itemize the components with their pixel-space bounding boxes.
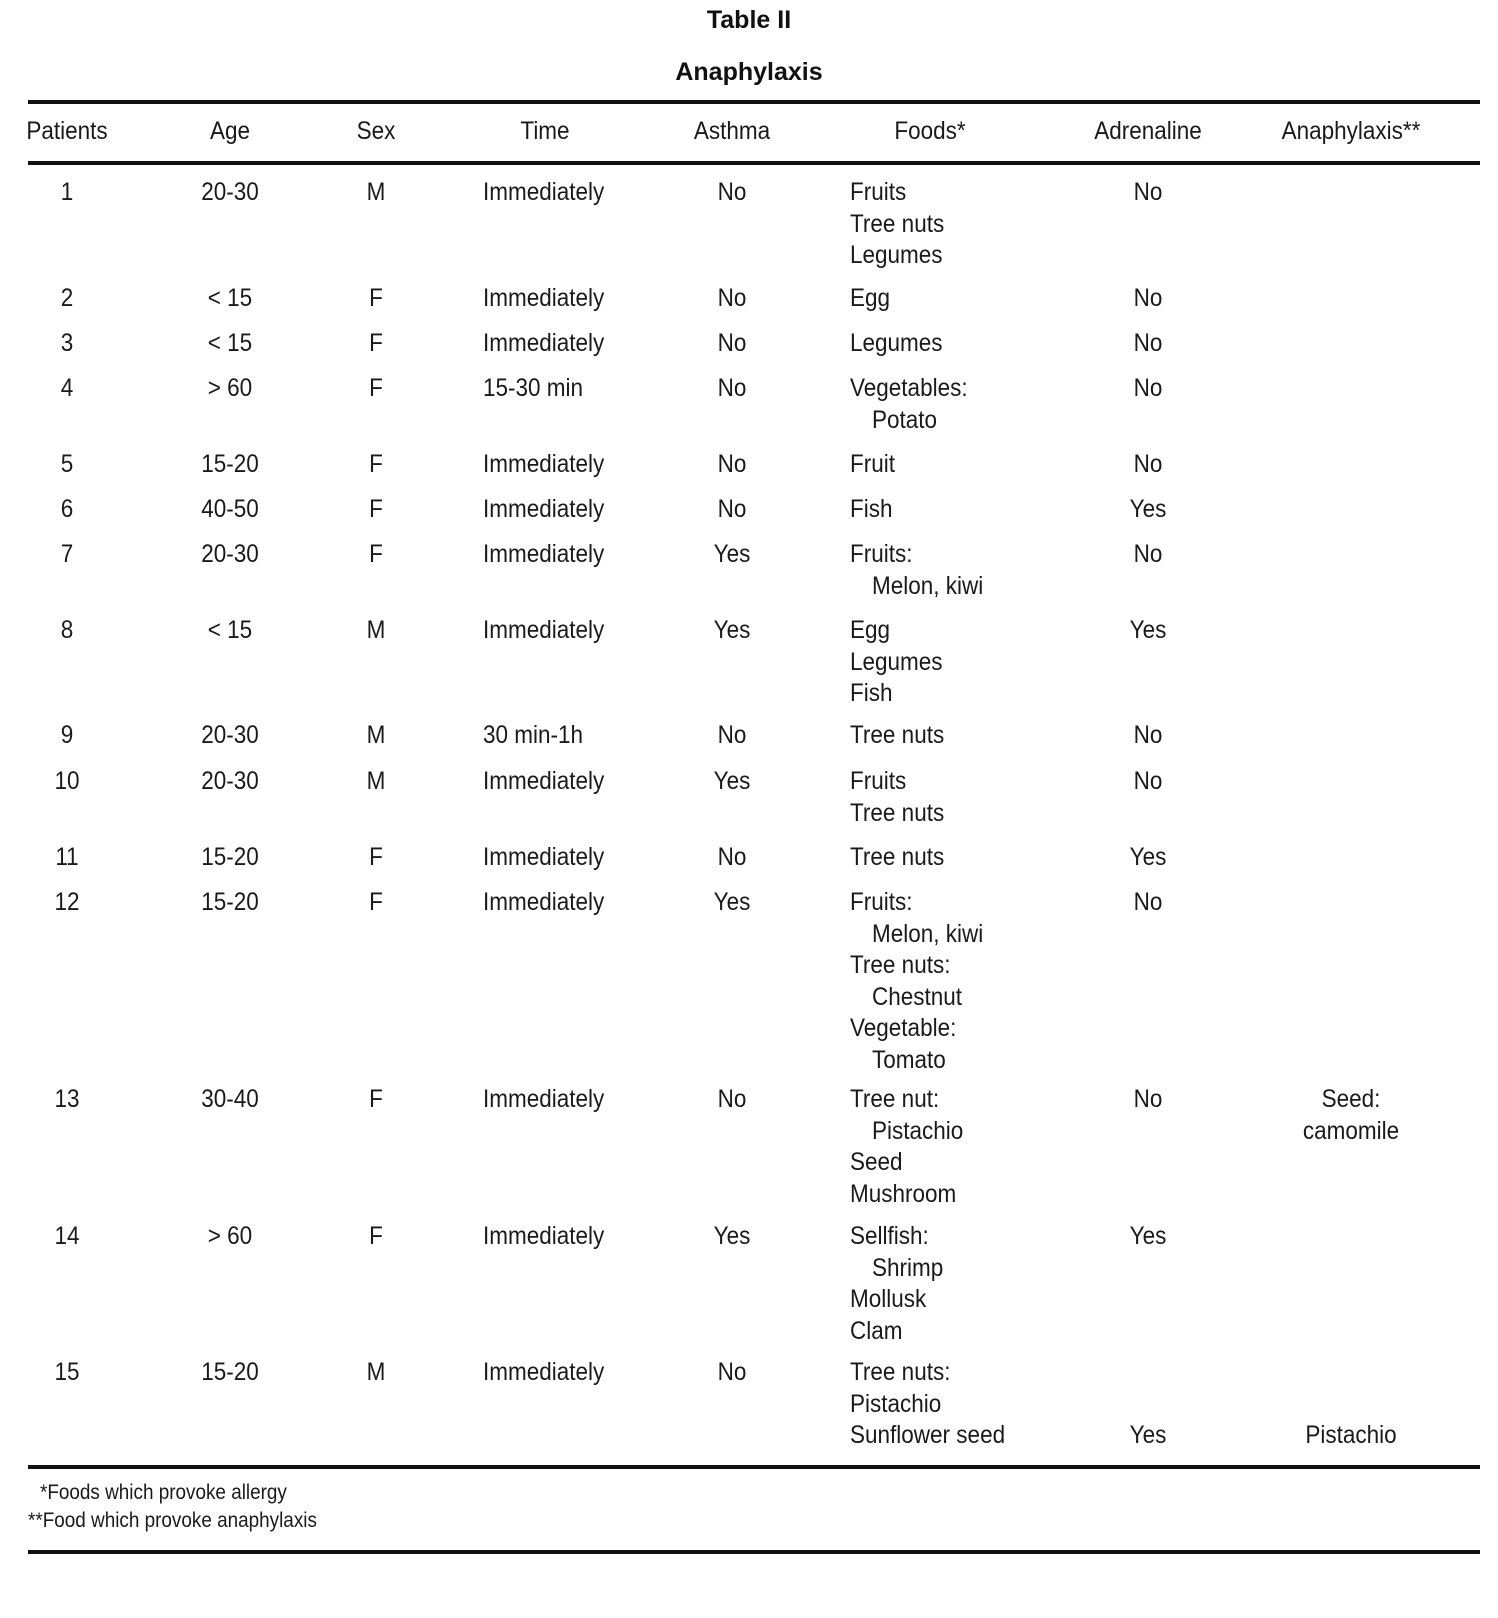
foods-line: Fruit — [850, 450, 895, 478]
sex-cell: F — [369, 495, 383, 523]
bottom-rule — [28, 1465, 1480, 1469]
asthma-cell: No — [717, 843, 747, 871]
patient-cell: 11 — [55, 843, 79, 871]
asthma-cell: No — [717, 284, 747, 312]
adrenaline-cell: No — [1133, 721, 1163, 749]
foods-line: Tree nuts — [850, 721, 945, 749]
asthma-cell: No — [717, 1085, 747, 1113]
header-time: Time — [520, 117, 570, 145]
sex-cell: F — [369, 329, 383, 357]
footnote-anaphylaxis: **Food which provoke anaphylaxis — [28, 1509, 317, 1532]
foods-line: Fruits — [850, 178, 907, 206]
anaphylaxis-line: Seed: — [1321, 1085, 1381, 1113]
time-cell: Immediately — [483, 616, 605, 644]
foods-line: Tree nuts — [850, 843, 945, 871]
footnote-foods: *Foods which provoke allergy — [40, 1481, 287, 1504]
header-asthma: Asthma — [693, 117, 771, 145]
time-cell: Immediately — [483, 450, 605, 478]
top-rule — [28, 100, 1480, 104]
adrenaline-cell: No — [1133, 450, 1163, 478]
age-cell: 20-30 — [201, 540, 259, 568]
asthma-cell: No — [717, 1358, 747, 1386]
age-cell: 40-50 — [201, 495, 259, 523]
age-cell: < 15 — [207, 329, 253, 357]
foods-line: Sunflower seed — [850, 1421, 1006, 1449]
patient-cell: 15 — [54, 1358, 80, 1386]
sex-cell: F — [369, 843, 383, 871]
time-cell: Immediately — [483, 495, 605, 523]
sex-cell: F — [369, 450, 383, 478]
time-cell: Immediately — [483, 843, 605, 871]
foods-line: Legumes — [850, 329, 943, 357]
foods-line: Seed — [850, 1148, 903, 1176]
adrenaline-cell: No — [1133, 284, 1163, 312]
adrenaline-cell: No — [1133, 329, 1163, 357]
end-rule — [28, 1550, 1480, 1554]
foods-line: Tree nuts: — [850, 1358, 951, 1386]
patient-cell: 10 — [54, 767, 80, 795]
adrenaline-cell: Yes — [1129, 1421, 1167, 1449]
header-age: Age — [209, 117, 251, 145]
asthma-cell: No — [717, 329, 747, 357]
sex-cell: F — [369, 1222, 383, 1250]
time-cell: Immediately — [483, 178, 605, 206]
time-cell: Immediately — [483, 1358, 605, 1386]
anaphylaxis-line: camomile — [1302, 1116, 1400, 1145]
foods-line: Egg — [850, 616, 891, 644]
foods-line: Legumes — [850, 241, 943, 269]
foods-line: Vegetable: — [850, 1014, 957, 1042]
sex-cell: M — [366, 178, 386, 206]
time-cell: Immediately — [483, 540, 605, 568]
sex-cell: F — [369, 284, 383, 312]
patient-cell: 8 — [60, 616, 74, 644]
adrenaline-cell: Yes — [1129, 1222, 1167, 1250]
foods-line: Tree nuts — [850, 209, 945, 238]
patient-cell: 5 — [60, 450, 74, 478]
age-cell: < 15 — [207, 284, 253, 312]
foods-line: Legumes — [850, 647, 943, 676]
header-anaphylaxis: Anaphylaxis** — [1281, 117, 1421, 145]
patient-cell: 12 — [54, 888, 80, 916]
sex-cell: F — [369, 540, 383, 568]
foods-line: Fish — [850, 495, 893, 523]
patient-cell: 3 — [60, 329, 74, 357]
patient-cell: 2 — [60, 284, 74, 312]
foods-line: Fruits — [850, 767, 907, 795]
age-cell: 30-40 — [201, 1085, 259, 1113]
asthma-cell: Yes — [713, 767, 751, 795]
time-cell: Immediately — [483, 888, 605, 916]
time-cell: Immediately — [483, 767, 605, 795]
patient-cell: 6 — [60, 495, 74, 523]
asthma-cell: No — [717, 495, 747, 523]
foods-line: Shrimp — [872, 1253, 944, 1282]
foods-line: Chestnut — [872, 982, 963, 1011]
foods-line: Melon, kiwi — [872, 571, 984, 600]
header-sex: Sex — [356, 117, 396, 145]
asthma-cell: Yes — [713, 616, 751, 644]
time-cell: 15-30 min — [483, 374, 584, 402]
asthma-cell: Yes — [713, 1222, 751, 1250]
foods-line: Pistachio — [872, 1116, 964, 1145]
age-cell: < 15 — [207, 616, 253, 644]
foods-line: Tree nut: — [850, 1085, 940, 1113]
time-cell: Immediately — [483, 329, 605, 357]
sex-cell: F — [369, 374, 383, 402]
patient-cell: 13 — [54, 1085, 80, 1113]
time-cell: 30 min-1h — [483, 721, 584, 749]
adrenaline-cell: No — [1133, 1085, 1163, 1113]
adrenaline-cell: No — [1133, 178, 1163, 206]
adrenaline-cell: No — [1133, 540, 1163, 568]
patient-cell: 14 — [54, 1222, 80, 1250]
age-cell: 15-20 — [201, 888, 259, 916]
patient-cell: 7 — [60, 540, 74, 568]
age-cell: 20-30 — [201, 721, 259, 749]
age-cell: > 60 — [207, 374, 253, 402]
age-cell: 20-30 — [201, 767, 259, 795]
patient-cell: 4 — [60, 374, 74, 402]
sex-cell: F — [369, 1085, 383, 1113]
age-cell: 20-30 — [201, 178, 259, 206]
foods-line: Tree nuts: — [850, 951, 951, 979]
foods-line: Egg — [850, 284, 891, 312]
header-patients: Patients — [26, 117, 108, 145]
adrenaline-cell: Yes — [1129, 616, 1167, 644]
adrenaline-cell: No — [1133, 767, 1163, 795]
header-foods: Foods* — [894, 117, 966, 145]
foods-line: Fruits: — [850, 888, 913, 916]
asthma-cell: Yes — [713, 540, 751, 568]
foods-line: Mollusk — [850, 1285, 927, 1313]
sex-cell: M — [366, 1358, 386, 1386]
asthma-cell: Yes — [713, 888, 751, 916]
foods-line: Clam — [850, 1316, 903, 1345]
header-rule — [28, 161, 1480, 165]
time-cell: Immediately — [483, 1222, 605, 1250]
asthma-cell: No — [717, 374, 747, 402]
foods-line: Fish — [850, 679, 893, 707]
sex-cell: F — [369, 888, 383, 916]
age-cell: 15-20 — [201, 450, 259, 478]
sex-cell: M — [366, 767, 386, 795]
header-adrenaline: Adrenaline — [1094, 117, 1202, 145]
table-subtitle: Anaphylaxis — [675, 58, 823, 86]
patient-cell: 1 — [60, 178, 74, 206]
asthma-cell: No — [717, 721, 747, 749]
foods-line: Sellfish: — [850, 1222, 929, 1250]
adrenaline-cell: Yes — [1129, 843, 1167, 871]
time-cell: Immediately — [483, 1085, 605, 1113]
adrenaline-cell: No — [1133, 888, 1163, 916]
adrenaline-cell: Yes — [1129, 495, 1167, 523]
patient-cell: 9 — [60, 721, 74, 749]
foods-line: Fruits: — [850, 540, 913, 568]
sex-cell: M — [366, 616, 386, 644]
sex-cell: M — [366, 721, 386, 749]
table-title: Table II — [706, 6, 792, 34]
foods-line: Pistachio — [850, 1389, 942, 1418]
foods-line: Vegetables: — [850, 374, 968, 402]
adrenaline-cell: No — [1133, 374, 1163, 402]
age-cell: 15-20 — [201, 843, 259, 871]
foods-line: Mushroom — [850, 1179, 957, 1208]
foods-line: Tomato — [872, 1045, 946, 1074]
asthma-cell: No — [717, 178, 747, 206]
foods-line: Melon, kiwi — [872, 919, 984, 948]
foods-line: Tree nuts — [850, 798, 945, 827]
foods-line: Potato — [872, 405, 938, 434]
anaphylaxis-line: Pistachio — [1305, 1421, 1397, 1449]
age-cell: 15-20 — [201, 1358, 259, 1386]
asthma-cell: No — [717, 450, 747, 478]
age-cell: > 60 — [207, 1222, 253, 1250]
time-cell: Immediately — [483, 284, 605, 312]
